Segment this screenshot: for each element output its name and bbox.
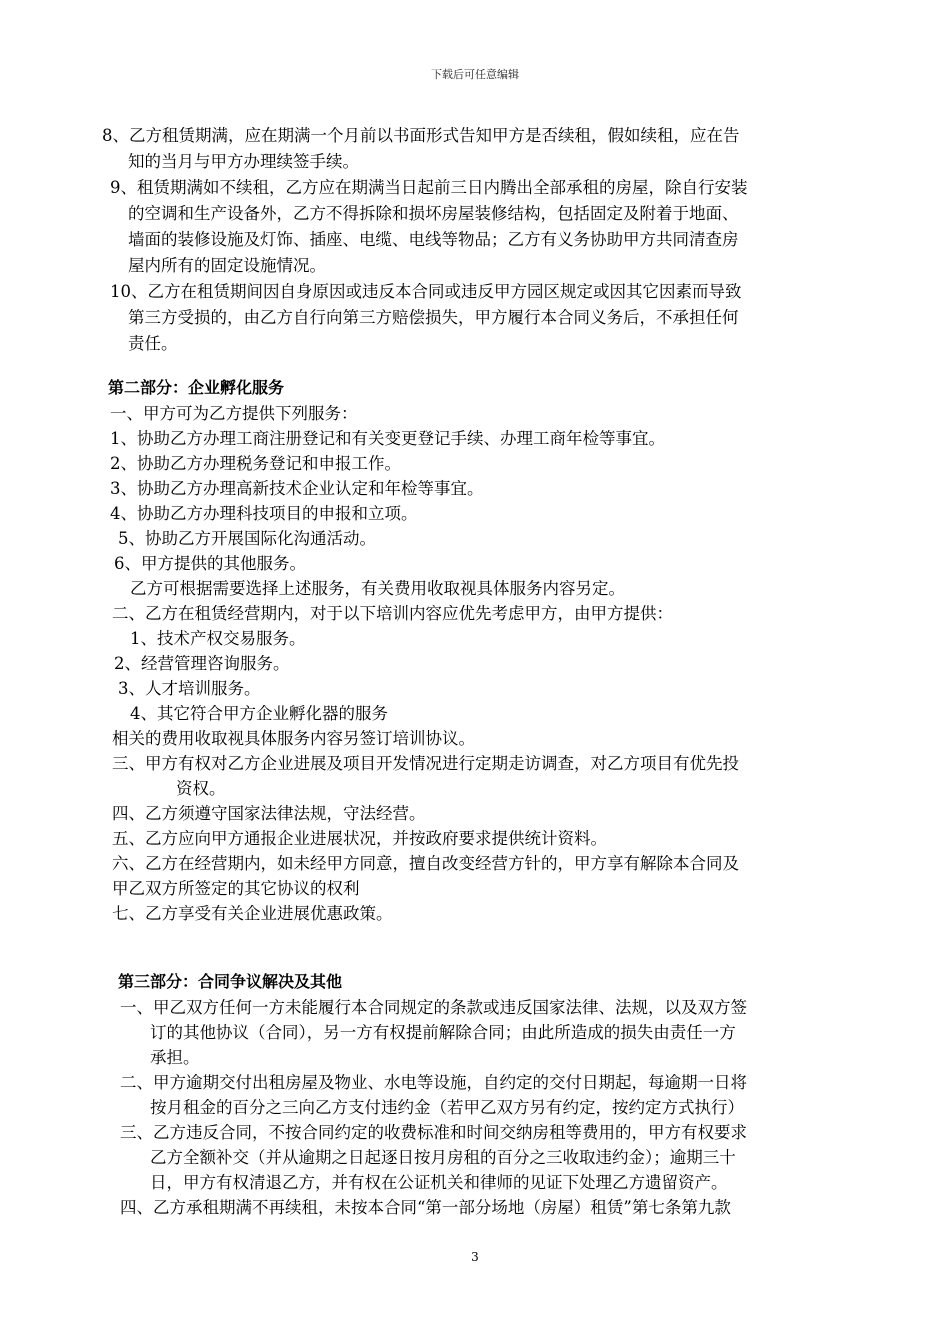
paragraph-line: 二、乙方在租赁经营期内，对于以下培训内容应优先考虑甲方，由甲方提供： xyxy=(112,604,673,623)
paragraph-line: 甲乙双方所签定的其它协议的权利 xyxy=(112,879,360,898)
header-note: 下载后可任意编辑 xyxy=(431,68,519,81)
section-heading: 第二部分：企业孵化服务 xyxy=(108,378,285,397)
paragraph-line: 一、甲方可为乙方提供下列服务： xyxy=(110,404,358,423)
paragraph-line: 10、乙方在租赁期间因自身原因或违反本合同或违反甲方园区规定或因其它因素而导致 xyxy=(110,282,742,301)
paragraph-line: 七、乙方享受有关企业进展优惠政策。 xyxy=(112,904,393,923)
paragraph-line: 4、其它符合甲方企业孵化器的服务 xyxy=(130,704,388,723)
paragraph-line: 五、乙方应向甲方通报企业进展状况，并按政府要求提供统计资料。 xyxy=(112,829,607,848)
paragraph-line: 按月租金的百分之三向乙方支付违约金（若甲乙双方另有约定，按约定方式执行） xyxy=(150,1098,744,1117)
paragraph-line: 三、甲方有权对乙方企业进展及项目开发情况进行定期走访调查，对乙方项目有优先投 xyxy=(112,754,739,773)
page-number: 3 xyxy=(471,1250,479,1264)
paragraph-line: 4、协助乙方办理科技项目的申报和立项。 xyxy=(110,504,418,523)
paragraph-line: 2、协助乙方办理税务登记和申报工作。 xyxy=(110,454,401,473)
paragraph-line: 1、技术产权交易服务。 xyxy=(130,629,306,648)
paragraph-line: 墙面的装修设施及灯饰、插座、电缆、电线等物品；乙方有义务协助甲方共同清查房 xyxy=(128,230,739,249)
paragraph-line: 的空调和生产设备外，乙方不得拆除和损坏房屋装修结构，包括固定及附着于地面、 xyxy=(128,204,739,223)
paragraph-line: 六、乙方在经营期内，如未经甲方同意，擅自改变经营方针的，甲方享有解除本合同及 xyxy=(112,854,739,873)
paragraph-line: 5、协助乙方开展国际化沟通活动。 xyxy=(118,529,376,548)
paragraph-line: 第三方受损的，由乙方自行向第三方赔偿损失，甲方履行本合同义务后，不承担任何 xyxy=(128,308,739,327)
paragraph-line: 8、乙方租赁期满，应在期满一个月前以书面形式告知甲方是否续租，假如续租，应在告 xyxy=(102,126,740,145)
paragraph-line: 乙方可根据需要选择上述服务，有关费用收取视具体服务内容另定。 xyxy=(130,579,625,598)
paragraph-line: 3、协助乙方办理高新技术企业认定和年检等事宜。 xyxy=(110,479,484,498)
paragraph-line: 乙方全额补交（并从逾期之日起逐日按月房租的百分之三收取违约金）；逾期三十 xyxy=(150,1148,736,1167)
paragraph-line: 日，甲方有权清退乙方，并有权在公证机关和律师的见证下处理乙方遗留资产。 xyxy=(150,1173,728,1192)
paragraph-line: 3、人才培训服务。 xyxy=(118,679,261,698)
paragraph-line: 资权。 xyxy=(176,779,226,798)
paragraph-line: 订的其他协议（合同），另一方有权提前解除合同；由此所造成的损失由责任一方 xyxy=(150,1023,736,1042)
paragraph-line: 二、甲方逾期交付出租房屋及物业、水电等设施，自约定的交付日期起，每逾期一日将 xyxy=(120,1073,747,1092)
paragraph-line: 知的当月与甲方办理续签手续。 xyxy=(128,152,359,171)
paragraph-line: 1、协助乙方办理工商注册登记和有关变更登记手续、办理工商年检等事宜。 xyxy=(110,429,665,448)
paragraph-line: 6、甲方提供的其他服务。 xyxy=(114,554,306,573)
section-heading: 第三部分：合同争议解决及其他 xyxy=(118,972,343,991)
paragraph-line: 承担。 xyxy=(150,1048,200,1067)
paragraph-line: 屋内所有的固定设施情况。 xyxy=(128,256,326,275)
paragraph-line: 一、甲乙双方任何一方未能履行本合同规定的条款或违反国家法律、法规，以及双方签 xyxy=(120,998,747,1017)
paragraph-line: 相关的费用收取视具体服务内容另签订培训协议。 xyxy=(112,729,475,748)
paragraph-line: 三、乙方违反合同，不按合同约定的收费标准和时间交纳房租等费用的，甲方有权要求 xyxy=(120,1123,747,1142)
paragraph-line: 责任。 xyxy=(128,334,178,353)
paragraph-line: 2、经营管理咨询服务。 xyxy=(114,654,290,673)
paragraph-line: 9、租赁期满如不续租，乙方应在期满当日起前三日内腾出全部承租的房屋，除自行安装 xyxy=(110,178,748,197)
paragraph-line: 四、乙方承租期满不再续租，未按本合同“第一部分场地（房屋）租赁”第七条第九款 xyxy=(120,1198,731,1217)
paragraph-line: 四、乙方须遵守国家法律法规，守法经营。 xyxy=(112,804,426,823)
